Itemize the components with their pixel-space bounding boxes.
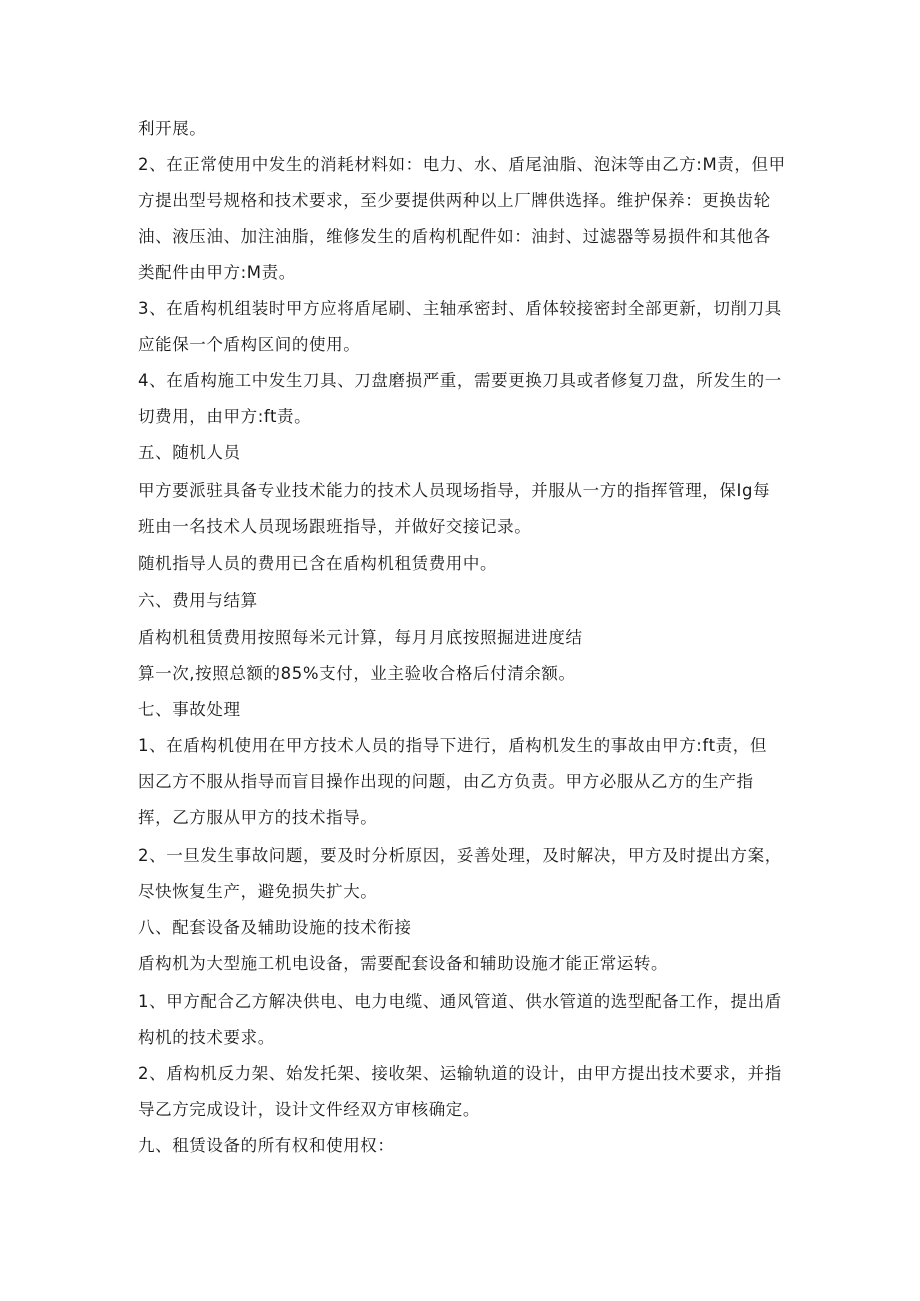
section-heading: 九、租赁设备的所有权和使用权： bbox=[138, 1136, 395, 1155]
paragraph-line: 盾构机租赁费用按照每米元计算，每月月底按照掘进进度结 bbox=[138, 628, 583, 647]
paragraph-line: 算一次,按照总额的85%支付，业主验收合格后付清余额。 bbox=[138, 664, 576, 683]
paragraph-line: 3、在盾构机组装时甲方应将盾尾刷、主轴承密封、盾体较接密封全部更新，切削刀具 bbox=[138, 299, 782, 318]
paragraph-line: 油、液压油、加注油脂，维修发生的盾构机配件如：油封、过滤器等易损件和其他各 bbox=[138, 227, 771, 246]
paragraph-line: 盾构机为大型施工机电设备，需要配套设备和辅助设施才能正常运转。 bbox=[138, 954, 669, 973]
paragraph-line: 方提出型号规格和技术要求，至少要提供两种以上厂牌供选择。维护保养：更换齿轮 bbox=[138, 191, 771, 210]
section-heading: 六、费用与结算 bbox=[138, 591, 258, 610]
paragraph-line: 切费用，由甲方:ft责。 bbox=[138, 407, 312, 426]
paragraph-line: 班由一名技术人员现场跟班指导，并做好交接记录。 bbox=[138, 517, 532, 536]
paragraph-line: 导乙方完成设计，设计文件经双方审核确定。 bbox=[138, 1100, 480, 1119]
paragraph-line: 随机指导人员的费用已含在盾构机租赁费用中。 bbox=[138, 554, 498, 573]
paragraph-line: 构机的技术要求。 bbox=[138, 1028, 275, 1047]
paragraph-line: 挥，乙方服从甲方的技术指导。 bbox=[138, 808, 378, 827]
paragraph-line: 类配件由甲方:M责。 bbox=[138, 263, 296, 282]
paragraph-line: 2、在正常使用中发生的消耗材料如：电力、水、盾尾油脂、泡沫等由乙方:M责，但甲 bbox=[138, 155, 786, 174]
section-heading: 五、随机人员 bbox=[138, 443, 241, 462]
paragraph-line: 2、盾构机反力架、始发托架、接收架、运输轨道的设计，由甲方提出技术要求，并指 bbox=[138, 1064, 782, 1083]
paragraph-line: 尽快恢复生产，避免损失扩大。 bbox=[138, 882, 378, 901]
paragraph-line: 1、在盾构机使用在甲方技术人员的指导下进行，盾构机发生的事故由甲方:ft责，但 bbox=[138, 736, 767, 755]
paragraph-line: 1、甲方配合乙方解决供电、电力电缆、通风管道、供水管道的选型配备工作，提出盾 bbox=[138, 992, 782, 1011]
paragraph-line: 2、一旦发生事故问题，要及时分析原因，妥善处理，及时解决，甲方及时提出方案， bbox=[138, 846, 782, 865]
paragraph-line: 甲方要派驻具备专业技术能力的技术人员现场指导，并服从一方的指挥管理，保Ig每 bbox=[138, 481, 771, 500]
paragraph-line: 利开展。 bbox=[138, 119, 207, 138]
paragraph-line: 因乙方不服从指导而盲目操作出现的问题，由乙方负责。甲方必服从乙方的生产指 bbox=[138, 772, 754, 791]
paragraph-line: 4、在盾构施工中发生刀具、刀盘磨损严重，需要更换刀具或者修复刀盘，所发生的一 bbox=[138, 371, 782, 390]
section-heading: 七、事故处理 bbox=[138, 700, 241, 719]
paragraph-line: 应能保一个盾构区间的使用。 bbox=[138, 335, 361, 354]
section-heading: 八、配套设备及辅助设施的技术衔接 bbox=[138, 918, 412, 937]
